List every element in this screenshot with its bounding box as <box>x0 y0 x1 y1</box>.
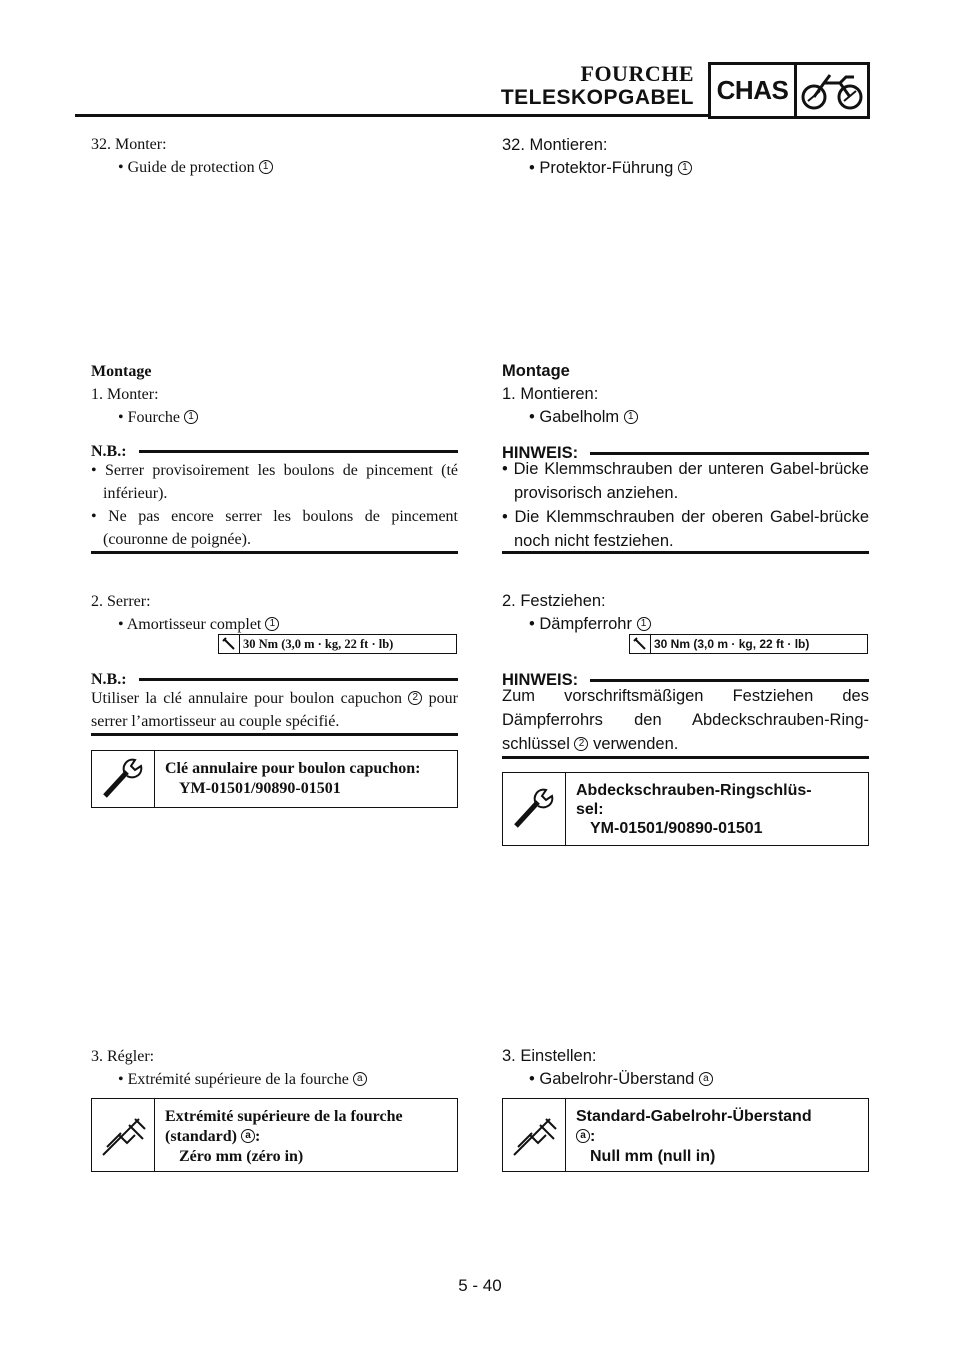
spec-standard: (standard) <box>165 1128 238 1145</box>
note-bullet: • Die Klemmschrauben der unteren Gabel-brücke provisorisch anziehen. <box>502 460 869 502</box>
tool-name: Clé annulaire pour boulon capuchon: <box>165 760 421 777</box>
ref-circle: a <box>576 1129 590 1143</box>
left-torque-spec <box>218 634 457 654</box>
left-note1-rule <box>91 551 458 554</box>
left-step3-item <box>118 1068 367 1091</box>
left-step2-item <box>118 613 279 636</box>
ref-circle: 1 <box>678 161 692 175</box>
left-tool-body <box>155 751 457 807</box>
ref-circle: a <box>353 1072 367 1086</box>
left-step2-label: 2. Serrer: <box>91 593 151 610</box>
right-note1-rule <box>502 551 869 554</box>
right-montage-title: Montage <box>502 362 570 380</box>
right-spec-box <box>502 1098 869 1172</box>
tool-code: YM-01501/90890-01501 <box>179 780 341 797</box>
right-tool-box <box>502 772 869 846</box>
left-tool-box <box>91 750 458 808</box>
spec-value: Zéro mm (zéro in) <box>179 1148 304 1165</box>
note-text-cont: verwenden. <box>593 735 679 753</box>
right-step3-item-text: • Gabelrohr-Überstand <box>529 1070 695 1088</box>
spec-line: a : <box>576 1127 858 1147</box>
ref-circle: 1 <box>637 617 651 631</box>
tool-code: YM-01501/90890-01501 <box>590 820 763 837</box>
right-step2-item-text: • Dämpferrohr <box>529 615 632 633</box>
ref-circle: a <box>241 1129 255 1143</box>
left-note2-rule <box>91 733 458 736</box>
right-spec-body <box>566 1099 868 1171</box>
right-step3-item <box>529 1067 713 1091</box>
caliper-icon <box>503 1099 566 1171</box>
header-title-de: TELESKOPGABEL <box>500 86 694 109</box>
right-step2-item <box>529 612 651 636</box>
torque-value: 30 Nm (3,0 m · kg, 22 ft · lb) <box>654 637 810 651</box>
right-step2-label: 2. Festziehen: <box>502 592 606 610</box>
right-note1-body <box>502 457 869 553</box>
left-step32-item <box>118 156 273 179</box>
special-tool-icon <box>503 773 566 845</box>
tool-name: Abdeckschrauben-Ringschlüs-sel: <box>576 782 812 818</box>
right-step32-label: 32. Montieren: <box>502 136 608 154</box>
left-step1-label: 1. Monter: <box>91 386 159 403</box>
torque-wrench-icon <box>219 635 240 653</box>
torque-wrench-icon <box>630 635 651 653</box>
right-tool-body <box>566 773 868 845</box>
left-montage-title: Montage <box>91 363 152 380</box>
right-note2-rule <box>502 756 869 759</box>
torque-value: 30 Nm (3,0 m · kg, 22 ft · lb) <box>243 637 394 651</box>
header-rule <box>75 114 710 117</box>
right-step1-item-text: • Gabelholm <box>529 408 620 426</box>
page-number: 5 - 40 <box>458 1276 502 1295</box>
right-note2-title: HINWEIS: <box>502 671 579 689</box>
spec-line: (standard) a : <box>165 1128 261 1145</box>
left-step32-item-text: • Guide de protection <box>118 159 255 176</box>
left-step3-item-text: • Extrémité supérieure de la fourche <box>118 1071 349 1088</box>
right-torque-spec <box>629 634 868 654</box>
right-step1-label: 1. Montieren: <box>502 385 599 403</box>
ref-circle: a <box>699 1072 713 1086</box>
ref-circle: 1 <box>259 160 273 174</box>
section-code: CHAS <box>711 65 797 116</box>
left-step1-item-text: • Fourche <box>118 409 181 426</box>
note-text-cont: pour serrer l’amortisseur au couple spécifié. <box>91 690 458 730</box>
right-step3-label: 3. Einstellen: <box>502 1047 597 1065</box>
right-step32-item <box>529 156 692 180</box>
right-step1-item <box>529 405 638 429</box>
note-bullet: • Die Klemmschrauben der oberen Gabel-brücke noch nicht festziehen. <box>502 508 869 550</box>
header-title-fr: FOURCHE <box>580 61 694 86</box>
left-note1-body <box>91 459 458 551</box>
note-text: Zum vorschriftsmäßigen Festziehen des Dämpferrohrs den Abdeckschrauben-Ring-schlüssel <box>502 687 869 753</box>
left-step3-label: 3. Régler: <box>91 1048 155 1065</box>
spec-value: Null mm (null in) <box>590 1148 716 1165</box>
spec-line: Standard-Gabelrohr-Überstand <box>576 1108 812 1125</box>
ref-circle: 2 <box>408 691 422 705</box>
note-text: Utiliser la clé annulaire pour boulon capuchon <box>91 690 402 707</box>
left-spec-body <box>155 1099 457 1171</box>
left-note2-title: N.B.: <box>91 671 127 688</box>
caliper-icon <box>92 1099 155 1171</box>
ref-circle: 1 <box>184 410 198 424</box>
left-spec-box <box>91 1098 458 1172</box>
left-step2-item-text: • Amortisseur complet <box>118 616 262 633</box>
right-step32-item-text: • Protektor-Führung <box>529 159 674 177</box>
ref-circle: 1 <box>624 410 638 424</box>
note-bullet: • Ne pas encore serrer les boulons de pincement (couronne de poignée). <box>91 508 458 548</box>
left-step32-label: 32. Monter: <box>91 136 167 153</box>
right-note1-title: HINWEIS: <box>502 444 579 462</box>
spec-line: Extrémité supérieure de la fourche <box>165 1108 403 1125</box>
note-bullet: • Serrer provisoirement les boulons de pincement (té inférieur). <box>91 462 458 502</box>
left-note1-title: N.B.: <box>91 443 127 460</box>
section-badge <box>708 62 870 119</box>
ref-circle: 1 <box>265 617 279 631</box>
left-step1-item <box>118 406 198 429</box>
right-note2-body <box>502 684 869 756</box>
ref-circle: 2 <box>574 737 588 751</box>
special-tool-icon <box>92 751 155 807</box>
left-note2-body <box>91 687 458 733</box>
motorcycle-icon <box>797 65 867 116</box>
